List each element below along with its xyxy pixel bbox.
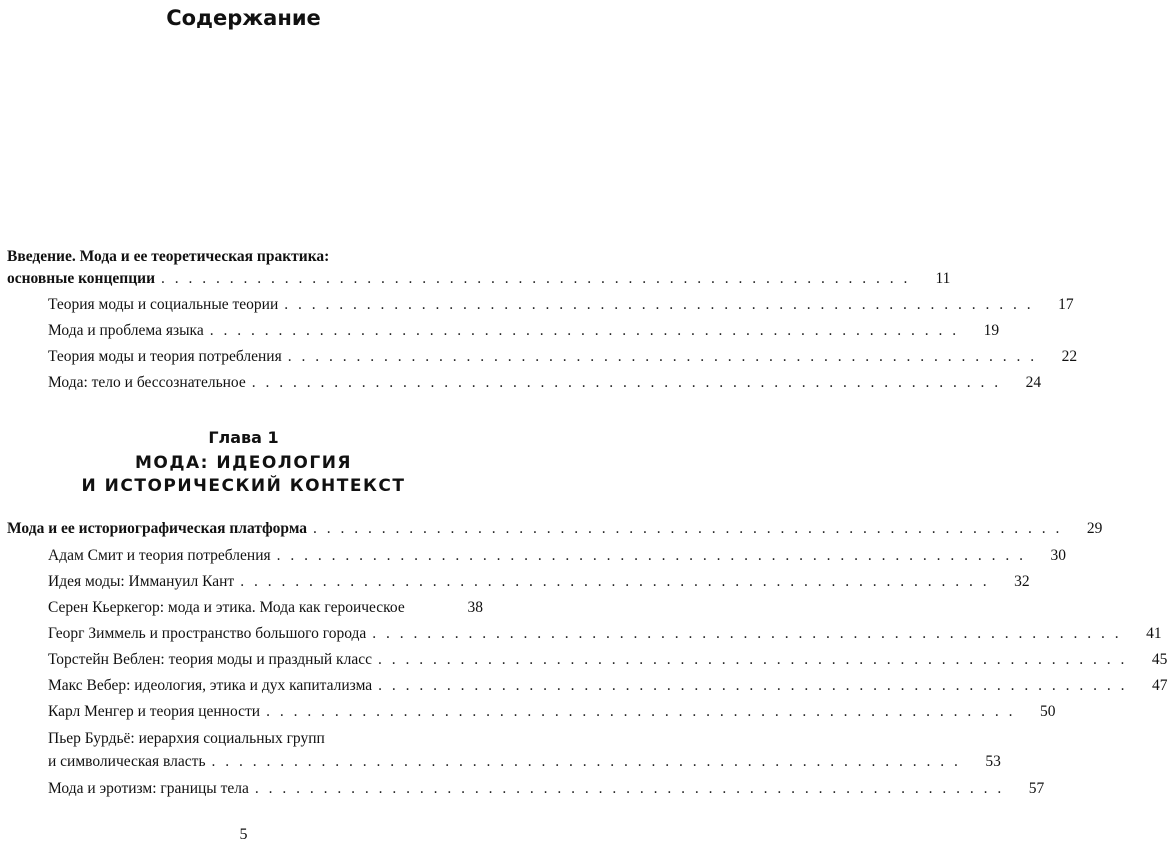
toc-entry (48, 544, 1066, 568)
chapter-label: Глава 1 (208, 428, 279, 447)
toc-entry (48, 674, 1168, 698)
toc-entry-page: 53 (985, 753, 1001, 770)
toc-entry-label: Идея моды: Иммануил Кант (48, 573, 235, 590)
toc-entry-page: 32 (1014, 573, 1030, 590)
dot-leader: . . . . . . . . . . . . . . . . . . . . . . . . . . . . . . . . . . . . . . . . . . . . . . . . . . . . . . . (378, 677, 1128, 694)
toc-entry-page: 17 (1058, 296, 1074, 313)
dot-leader: . . . . . . . . . . . . . . . . . . . . . . . . . . . . . . . . . . . . . . . . . . . . . . . . . . . . . . . (209, 322, 960, 339)
dot-leader: . . . . . . . . . . . . . . . . . . . . . . . . . . . . . . . . . . . . . . . . . . . . . . . . . . . . . . . (313, 520, 1063, 537)
toc-entry (48, 750, 1001, 774)
toc-entry (48, 648, 1168, 672)
dot-leader: . . . . . . . . . . . . . . . . . . . . . . . . . . . . . . . . . . . . . . . . . . . . . . . . . . . . . . . (251, 374, 1002, 391)
page-title: Содержание (166, 6, 321, 30)
toc-entry-page: 50 (1039, 703, 1056, 720)
toc-entry (48, 570, 1030, 594)
dot-leader: . . . . . . . . . . . . . . . . . . . . . . . . . . . . . . . . . . . . . . . . . . . . . . . . . . . . . . . (377, 651, 1128, 668)
toc-entry-label: Адам Смит и теория потребления (48, 547, 271, 564)
toc-entry-label: Карл Менгер и теория ценности (48, 703, 261, 720)
toc-entry-label: Мода: тело и бессознательное (48, 374, 246, 391)
chapter-title-line2: И ИСТОРИЧЕСКИЙ КОНТЕКСТ (81, 476, 406, 496)
toc-entry (48, 293, 1074, 317)
toc-entry (48, 596, 487, 620)
dot-leader: . . . . . . . . . . . . . . . . . . . . . . . . . . . . . . . . . . . . . . . . . . . . . . . . . . . . . . . (211, 753, 961, 770)
toc-entry-page: 41 (1146, 625, 1162, 642)
toc-entry (48, 700, 1056, 724)
toc-entry (48, 622, 1162, 646)
toc-entry-page: 22 (1061, 348, 1078, 365)
dot-leader: . . . . . . . . . . . . . . . . . . . . . . . . . . . . . . . . . . . . . . . . . . . . . . . . . . . . . . . (284, 296, 1034, 313)
toc-entry-section (7, 517, 1103, 541)
toc-entry-label: Торстейн Веблен: теория моды и праздный класс (48, 651, 372, 668)
toc-entry-page: 19 (983, 322, 1000, 339)
toc-entry-label: Мода и ее историографическая платформа (7, 520, 308, 537)
toc-entry-label: Теория моды и социальные теории (48, 296, 279, 313)
toc-entry-page: 45 (1151, 651, 1168, 668)
toc-entry-label: Мода и проблема языка (48, 322, 204, 339)
chapter-title-line1: МОДА: ИДЕОЛОГИЯ (134, 453, 353, 473)
dot-leader: . . . . . . . . . . . . . . . . . . . . . . . . . . . . . . . . . . . . . . . . . . . . . . . . . . . . . . . (276, 547, 1026, 564)
dot-leader: . . . . . . . . . . . . . . . . . . . . . . . . . . . . . . . . . . . . . . . . . . . . . . . . . . . . . . . (161, 270, 911, 287)
toc-entry-page: 11 (935, 270, 951, 287)
toc-entry (48, 777, 1045, 801)
toc-entry-label: Серен Кьеркегор: мода и этика. Мода как героическое (48, 599, 405, 616)
toc-entry-page: 38 (467, 599, 483, 616)
toc-entry-label: Макс Вебер: идеология, этика и дух капитализма (48, 677, 373, 694)
toc-entry-label: Мода и эротизм: границы тела (48, 780, 249, 797)
page-number: 5 (239, 826, 248, 843)
dot-leader: . . . . . . . . . . . . . . . . . . . . . . . . . . . . . . . . . . . . . . . . . . . . . . . . . . . . . . . (240, 573, 990, 590)
toc-entry-page: 24 (1025, 374, 1042, 391)
toc-entry-intro (7, 267, 951, 291)
toc-entry-label: основные концепции (7, 270, 156, 287)
toc-entry (48, 345, 1078, 369)
toc-entry-label: Теория моды и теория потребления (48, 348, 282, 365)
toc-entry-label: и символическая власть (48, 753, 206, 770)
toc-entry (48, 371, 1042, 395)
dot-leader: . . . . . . . . . . . . . . . . . . . . . . . . . . . . . . . . . . . . . . . . . . . . . . . . . . . . . . . (287, 348, 1038, 365)
toc-entry-page: 47 (1152, 677, 1168, 694)
toc-entry-line1: Пьер Бурдьё: иерархия социальных групп (48, 730, 325, 747)
toc-entry-label: Георг Зиммель и пространство большого города (48, 625, 367, 642)
intro-heading-line1: Введение. Мода и ее теоретическая практика: (7, 248, 330, 265)
toc-entry-page: 30 (1050, 547, 1066, 564)
dot-leader: . . . . . . . . . . . . . . . . . . . . . . . . . . . . . . . . . . . . . . . . . . . . . . . . . . . . . . . (266, 703, 1016, 720)
dot-leader: . . . . . . . . . . . . . . . . . . . . . . . . . . . . . . . . . . . . . . . . . . . . . . . . . . . . . . . (254, 780, 1005, 797)
toc-entry-page: 29 (1086, 520, 1103, 537)
dot-leader: . . . . . . . . . . . . . . . . . . . . . . . . . . . . . . . . . . . . . . . . . . . . . . . . . . . . . . . (372, 625, 1122, 642)
toc-entry (48, 319, 1000, 343)
toc-entry-page: 57 (1028, 780, 1045, 797)
